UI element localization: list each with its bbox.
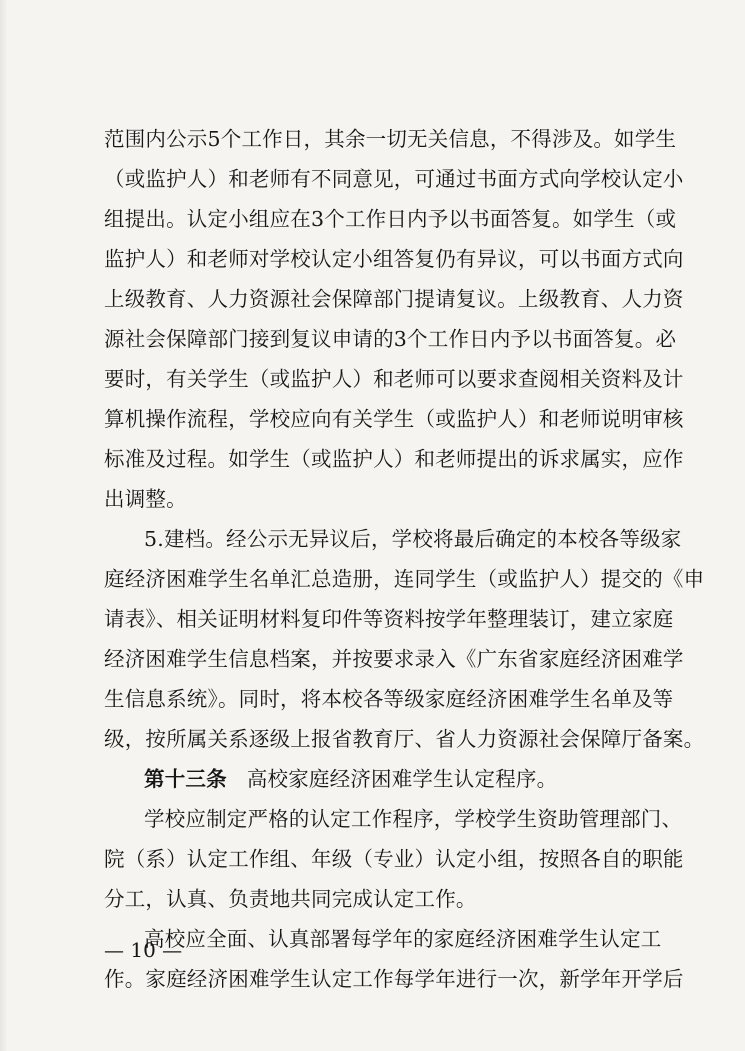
paragraph-line: 5.建档。经公示无异议后，学校将最后确定的本校各等级家 <box>144 527 682 551</box>
paragraph-line: 要时，有关学生（或监护人）和老师可以要求查阅相关资料及计 <box>104 367 684 391</box>
paragraph-line: 监护人）和老师对学校认定小组答复仍有异议，可以书面方式向 <box>104 247 684 271</box>
paragraph-line: 标准及过程。如学生（或监护人）和老师提出的诉求属实，应作 <box>104 447 684 471</box>
paragraph-line: 上级教育、人力资源社会保障部门提请复议。上级教育、人力资 <box>104 287 684 311</box>
paragraph-line: 算机操作流程，学校应向有关学生（或监护人）和老师说明审核 <box>104 407 684 431</box>
paragraph-line: 级，按所属关系逐级上报省教育厅、省人力资源社会保障厅备案。 <box>104 727 705 751</box>
paragraph-line: 作。家庭经济困难学生认定工作每学年进行一次，新学年开学后 <box>104 967 684 991</box>
paragraph-line: 庭经济困难学生名单汇总造册，连同学生（或监护人）提交的《申 <box>104 567 705 591</box>
paragraph-line: 范围内公示5个工作日，其余一切无关信息，不得涉及。如学生 <box>104 127 677 151</box>
article-label: 第十三条 <box>144 767 227 791</box>
page-number: — 10 — <box>104 938 183 962</box>
paragraph-line: 源社会保障部门接到复议申请的3个工作日内予以书面答复。必 <box>104 327 677 351</box>
paragraph-line: 出调整。 <box>104 487 187 511</box>
paragraph-line: 生信息系统》。同时，将本校各等级家庭经济困难学生名单及等 <box>104 687 674 711</box>
paragraph-line: 经济困难学生信息档案，并按要求录入《广东省家庭经济困难学 <box>104 647 684 671</box>
paragraph-line: 分工，认真、负责地共同完成认定工作。 <box>104 887 477 911</box>
paragraph-line: 院（系）认定工作组、年级（专业）认定小组，按照各自的职能 <box>104 847 684 871</box>
paragraph-line: 请表》、相关证明材料复印件等资料按学年整理装订，建立家庭 <box>104 607 674 631</box>
article-title: 高校家庭经济困难学生认定程序。 <box>246 767 558 791</box>
paragraph-line: （或监护人）和老师有不同意见，可通过书面方式向学校认定小 <box>104 167 684 191</box>
scan-edge-shadow <box>0 0 8 1051</box>
paragraph-line: 组提出。认定小组应在3个工作日内予以书面答复。如学生（或 <box>104 207 677 231</box>
paragraph-line: 高校应全面、认真部署每学年的家庭经济困难学生认定工 <box>144 927 662 951</box>
paragraph-line: 学校应制定严格的认定工作程序，学校学生资助管理部门、 <box>144 807 683 831</box>
article-heading-line <box>144 765 664 793</box>
